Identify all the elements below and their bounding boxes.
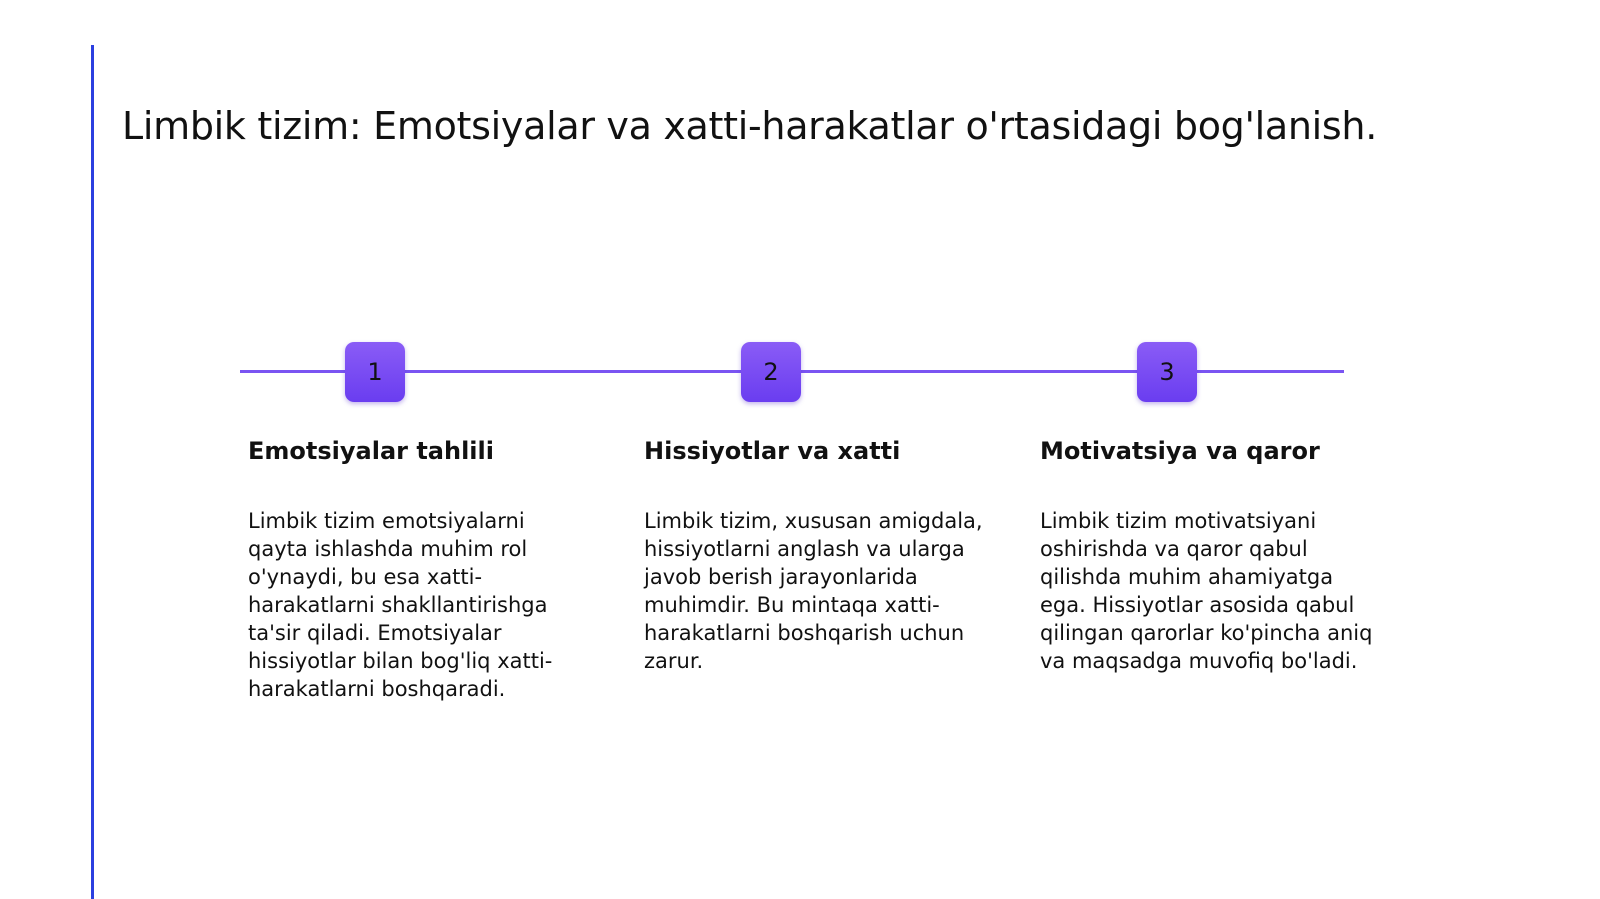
step-1-badge: 1 (345, 342, 405, 402)
step-2-column (644, 436, 984, 675)
step-1-text: Limbik tizim emotsiyalarni qayta ishlashda muhim rol o'ynaydi, bu esa xatti-harakatlarni shakllantirishga ta'sir qiladi. Emotsiyalar hissiyotlar bilan bog'liq xatti-harakatlarni boshqaradi. (248, 509, 553, 702)
slide-title: Limbik tizim: Emotsiyalar va xatti-harakatlar o'rtasidagi bog'lanish. (122, 104, 1377, 148)
step-3-column (1040, 436, 1380, 675)
step-2-text: Limbik tizim, xususan amigdala, hissiyotlarni anglash va ularga javob berish jarayonlarida muhimdir. Bu mintaqa xatti-harakatlarni boshqarish uchun zarur. (644, 509, 983, 674)
step-2-title: Hissiyotlar va xatti (644, 437, 901, 465)
step-3-title: Motivatsiya va qaror (1040, 437, 1320, 465)
step-3-badge: 3 (1137, 342, 1197, 402)
step-3-text: Limbik tizim motivatsiyani oshirishda va qaror qabul qilishda muhim ahamiyatga ega. Hissiyotlar asosida qabul qilingan qarorlar ko'pincha aniq va maqsadga muvofiq bo'ladi. (1040, 509, 1373, 674)
step-2-badge: 2 (741, 342, 801, 402)
step-1-column (248, 436, 588, 703)
step-1-title: Emotsiyalar tahlili (248, 437, 494, 465)
accent-bar (91, 45, 94, 899)
